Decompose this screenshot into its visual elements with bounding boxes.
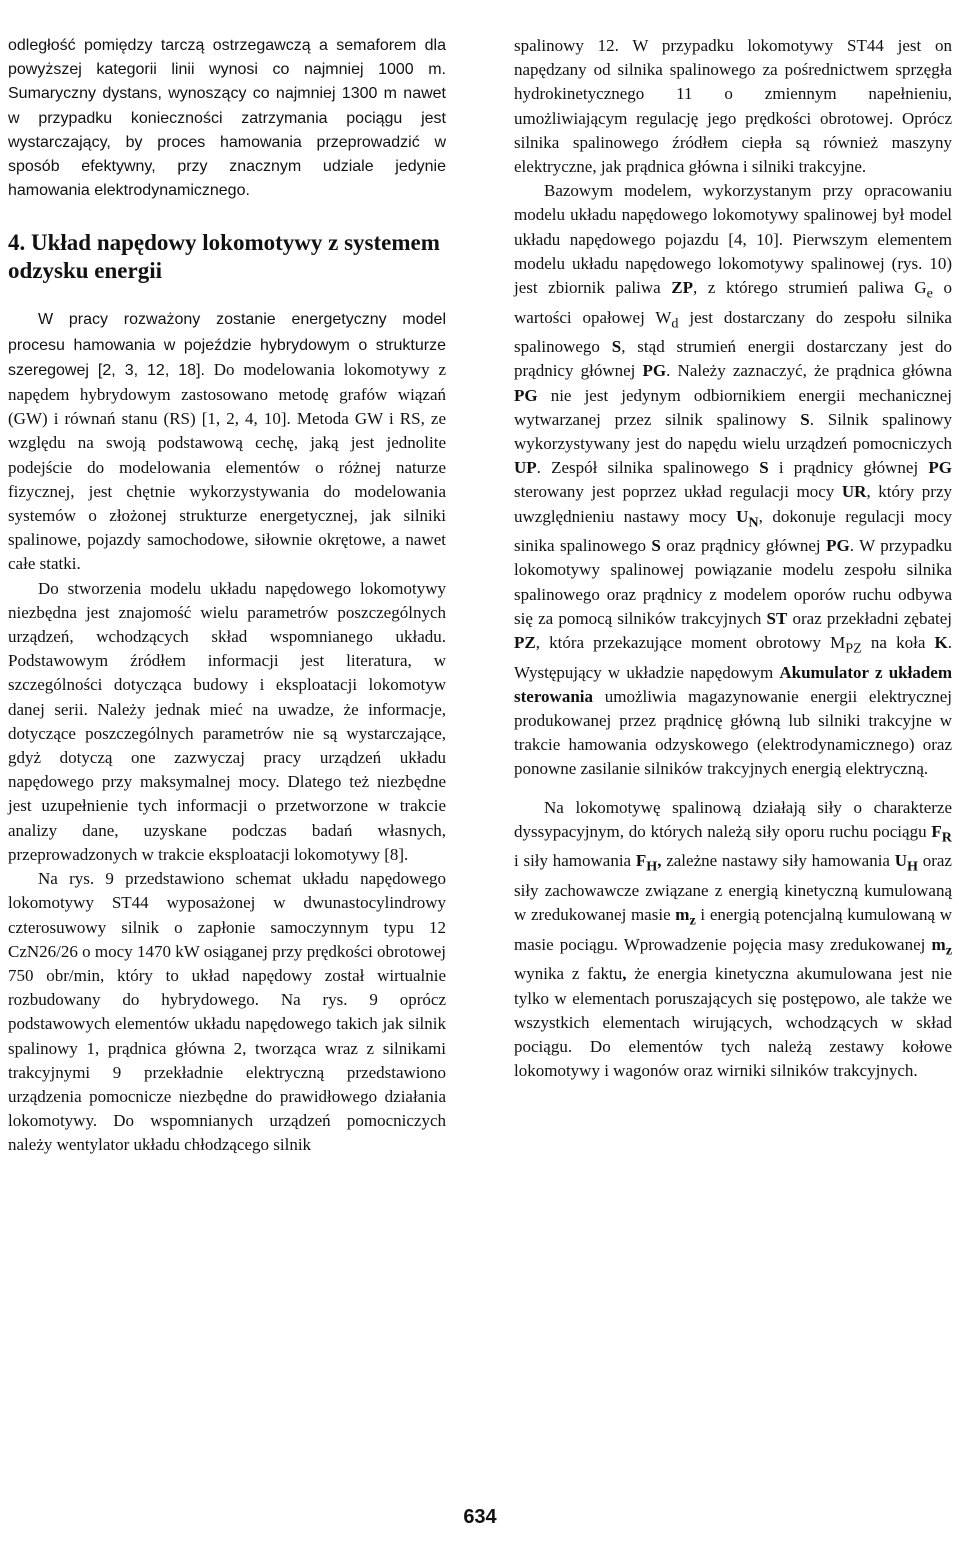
paragraph-dissipative-forces: Na lokomotywę spalinową działają siły o charakterze dyssypacyjnym, do których należą siły oporu ruchu pociągu $F_R$ i siły hamowania $F_H$, zależne nastawy siły hamowania $U_H$ oraz siły zachowawcze związane z energią kinetyczną kumulowaną w zredukowanej masie $m_z$ i energią potencjalną kumulowaną w masie pociągu. Wprowadzenie pojęcia masy zredukowanej $m_z$ wynika z faktu, że energia kinetyczna akumulowana jest nie tylko w elementach poruszających się postępowo, ale także we wszystkich elementach wirujących, wchodzących w skład pociągu. Do elementów tych należą zestawy kołowe lokomotywy i wagonów oraz wirniki silników trakcyjnych.	[514, 797, 952, 1081]
left-column	[8, 34, 446, 1158]
paragraph-braking-distance: odległość pomiędzy tarczą ostrzegawczą a semaforem dla powyższej kategorii linii wynosi co najmniej 1000 m. Sumaryczny dystans, wynoszący co najmniej 1300 m nawet w przypadku konieczności zatrzymania pociągu jest wystarczający, by proces hamowania przeprowadzić w sposób efektywny, przy znacznym udziale jedynie hamowania elektrodynamicznego.	[8, 37, 446, 200]
bond-graph-method-text: Do modelowania lokomotywy z napędem hybrydowym zastosowano metodę grafów wiązań (GW) i równań stanu (RS) [1, 2, 4, 10]. Metoda GW i RS, ze względu na swoją podstawową cechę, jaką jest jednolite podejście do modelowania elementów o różnej naturze fizycznej, jest chętnie wykorzystywania do modelowania systemów o złożonej strukturze energetycznej, jak silniki spalinowe, pojazdy samochodowe, siłownie okrętowe, a nawet całe statki.	[8, 359, 446, 574]
paragraph-figure-9: Na rys. 9 przedstawiono schemat układu napędowego lokomotywy ST44 wyposażonej w dwunastocylindrowy czterosuwowy silnik o zapłonie samoczynnym typu 12 CzN26/26 o mocy 1470 kW osiąganej przy prędkości obrotowej 750 obr/min, który to układ napędowy został wirtualnie rozbudowany do hybrydowego. Na rys. 9 oprócz podstawowych elementów układu napędowego takich jak silnik spalinowy 1, prądnica główna 2, tworząca wraz z silnikami trakcyjnymi 9 przekładnie elektryczną przedstawiono urządzenia pomocnicze niezbędne do prawidłowego działania lokomotywy. Do wspomnianych urządzeń pomocniczych należy wentylator układu chłodzącego silnik	[8, 869, 446, 1155]
right-column	[514, 34, 952, 1083]
section-heading-4: 4. Układ napędowy lokomotywy z systemem odzysku energii	[8, 230, 440, 284]
paragraph-cooling-fan: spalinowy 12. W przypadku lokomotywy ST44 jest on napędzany od silnika spalinowego za pośrednictwem sprzęgła hydrokinetycznego 11 o zmiennym napełnieniu, umożliwiającym regulację jego prędkości obrotowej. Oprócz silnika spalinowego źródłem ciepła są również maszyny elektryczne, jak prądnica główna i silniki trakcyjne.	[514, 36, 952, 177]
paragraph-model-intro	[8, 307, 446, 576]
paragraph-base-model: Bazowym modelem, wykorzystanym przy opracowaniu modelu układu napędowego lokomotywy spalinowej był model układu napędowego pojazdu [4, 10]. Pierwszym elementem modelu układu napędowego lokomotywy spalinowej (rys. 10) jest zbiornik paliwa ZP, z którego strumień paliwa $G_e$ o wartości opałowej $W_d$ jest dostarczany do zespołu silnika spalinowego S, stąd strumień energii dostarczany jest do prądnicy głównej PG. Należy zaznaczyć, że prądnica główna PG nie jest jedynym odbiornikiem energii mechanicznej wytwarzanej przez silnik spalinowy S. Silnik spalinowy wykorzystywany jest do napędu wielu urządzeń pomocniczych UP. Zespół silnika spalinowego S i prądnicy głównej PG sterowany jest poprzez układ regulacji mocy UR, który przy uwzględnieniu nastawy mocy $U_N$, dokonuje regulacji mocy sinika spalinowego S oraz prądnicy głównej PG. W przypadku lokomotywy spalinowej powiązanie modelu zespołu silnika spalinowego oraz prądnicy z modelem oporów ruchu odbywa się za pomocą silników trakcyjnych ST oraz przekładni zębatej PZ, która przekazujące moment obrotowy $M_{PZ}$ na koła K. Występujący w układzie napędowym Akumulator z układem sterowania umożliwia magazynowanie energii elektrycznej produkowanej przez prądnicę główną lub silniki trakcyjne w trakcie hamowania odzyskowego (elektrodynamicznego) oraz ponowne zasilanie silników trakcyjnych energią elektryczną.	[514, 181, 953, 779]
paragraph-parameters: Do stworzenia modelu układu napędowego lokomotywy niezbędna jest znajomość wielu parametrów poszczególnych urządzeń, wchodzących skład wspomnianego układu. Podstawowym źródłem informacji jest literatura, w szczególności dotycząca budowy i eksploatacji lokomotyw danej serii. Należy jednak mieć na uwadze, że informacje, dotyczące poszczególnych parametrów nie są wystarczające, gdyż dotyczą one zazwyczaj pracy urządzeń układu napędowego przy maksymalnej mocy. Dlatego też niezbędne jest uzupełnienie tych informacji o przetworzone w trakcie analizy dane, uzyskane podczas badań własnych, przeprowadzonych w trakcie eksploatacji lokomotywy [8].	[8, 578, 446, 864]
page-number: 634	[463, 1506, 497, 1528]
model-intro-text: W pracy rozważony zostanie energetyczny model procesu hamowania w pojeździe hybrydowym o strukturze szeregowej [2, 3, 12, 18].	[8, 311, 446, 379]
